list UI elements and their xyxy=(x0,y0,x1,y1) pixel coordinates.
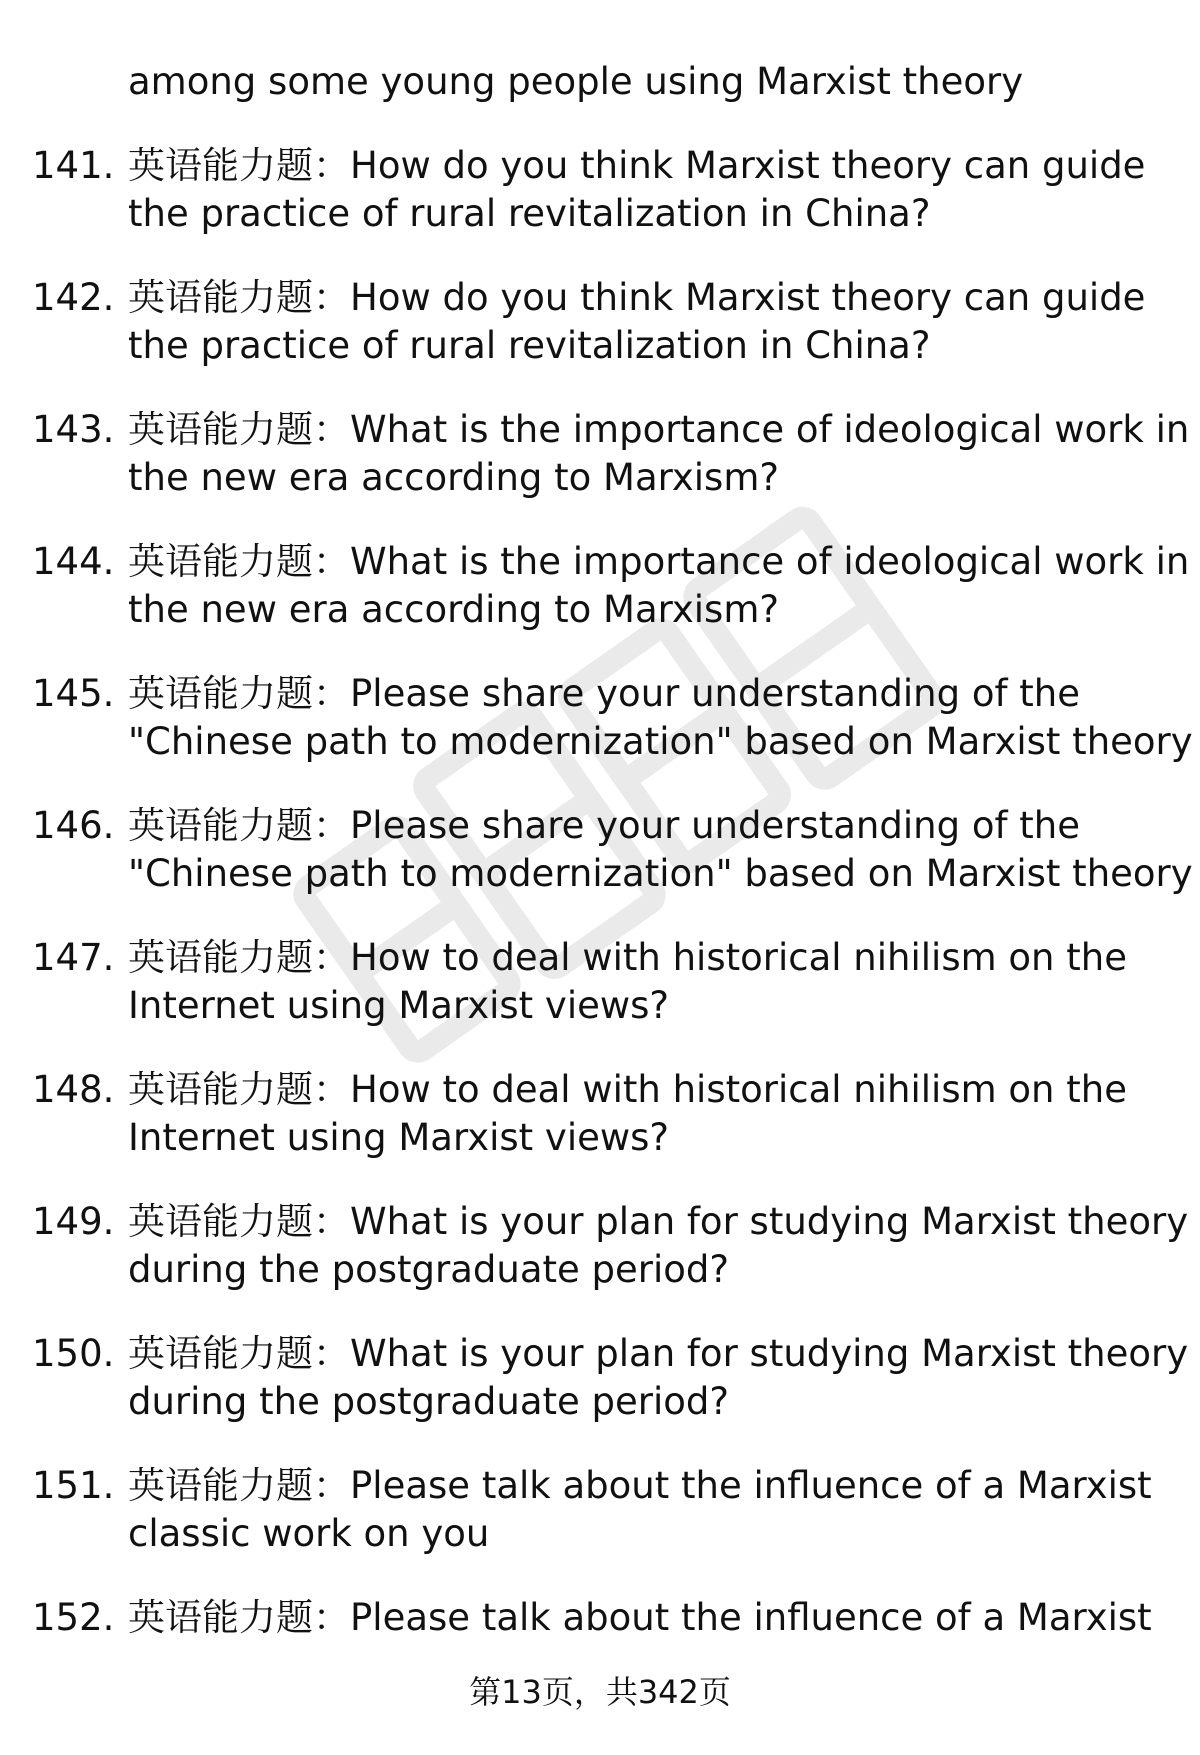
question-text xyxy=(128,1066,1168,1162)
question-text-line: 英语能力题：Please talk about the influence of a Marxist xyxy=(128,1596,1152,1639)
question-text-line: 英语能力题：How do you think Marxist theory can guide xyxy=(128,144,1146,187)
question-text xyxy=(128,802,1193,898)
question-number: 149. xyxy=(32,1200,115,1243)
question-text-line: 英语能力题：What is the importance of ideological work in xyxy=(128,408,1190,451)
question-number: 148. xyxy=(32,1068,115,1111)
question-text-line: the practice of rural revitalization in China? xyxy=(128,192,931,235)
question-item xyxy=(0,934,1200,1030)
question-item xyxy=(0,670,1200,766)
question-item xyxy=(0,802,1200,898)
question-number: 147. xyxy=(32,936,115,979)
question-item xyxy=(0,406,1200,502)
question-item xyxy=(0,142,1200,238)
question-text-line: classic work on you xyxy=(128,1512,490,1555)
question-text-line: the new era according to Marxism? xyxy=(128,456,780,499)
continuation-line: among some young people using Marxist theory xyxy=(128,60,1024,103)
question-item xyxy=(0,1198,1200,1294)
document-body xyxy=(0,58,1200,1642)
question-number: 151. xyxy=(32,1464,115,1507)
question-text-line: "Chinese path to modernization" based on Marxist theory xyxy=(128,720,1193,763)
question-text xyxy=(128,142,1168,238)
question-item xyxy=(0,538,1200,634)
question-text-line: Internet using Marxist views? xyxy=(128,984,670,1027)
question-text-line: 英语能力题：How do you think Marxist theory can guide xyxy=(128,276,1146,319)
question-text xyxy=(128,1330,1189,1426)
question-text xyxy=(128,670,1193,766)
question-number: 150. xyxy=(32,1332,115,1375)
question-item xyxy=(0,1462,1200,1558)
question-text xyxy=(128,1594,1168,1642)
question-text-line: "Chinese path to modernization" based on Marxist theory xyxy=(128,852,1193,895)
question-item xyxy=(0,1330,1200,1426)
question-text xyxy=(128,538,1190,634)
question-text xyxy=(128,406,1190,502)
question-number: 142. xyxy=(32,276,115,319)
question-number: 143. xyxy=(32,408,115,451)
question-text-line: the practice of rural revitalization in China? xyxy=(128,324,931,367)
question-text-line: during the postgraduate period? xyxy=(128,1248,730,1291)
question-number: 145. xyxy=(32,672,115,715)
question-text-line: 英语能力题：How to deal with historical nihilism on the xyxy=(128,1068,1127,1111)
question-item xyxy=(0,1066,1200,1162)
question-text-line: 英语能力题：How to deal with historical nihilism on the xyxy=(128,936,1127,979)
question-number: 141. xyxy=(32,144,115,187)
question-text xyxy=(128,1462,1168,1558)
question-item xyxy=(0,274,1200,370)
question-list xyxy=(0,142,1200,1642)
question-text-line: during the postgraduate period? xyxy=(128,1380,730,1423)
question-text-line: 英语能力题：What is your plan for studying Marxist theory xyxy=(128,1200,1189,1243)
question-number: 146. xyxy=(32,804,115,847)
question-text xyxy=(128,274,1168,370)
question-text-line: 英语能力题：Please talk about the influence of a Marxist xyxy=(128,1464,1152,1507)
question-number: 144. xyxy=(32,540,115,583)
question-text-line: Internet using Marxist views? xyxy=(128,1116,670,1159)
question-text xyxy=(128,1198,1189,1294)
question-text-line: 英语能力题：What is your plan for studying Marxist theory xyxy=(128,1332,1189,1375)
question-item xyxy=(0,1594,1200,1642)
question-number: 152. xyxy=(32,1596,115,1639)
question-text-line: 英语能力题：Please share your understanding of the xyxy=(128,804,1080,847)
page-footer: 第13页，共342页 xyxy=(469,1673,731,1711)
question-text xyxy=(128,934,1168,1030)
question-text-line: the new era according to Marxism? xyxy=(128,588,780,631)
question-text-line: 英语能力题：What is the importance of ideological work in xyxy=(128,540,1190,583)
question-text-line: 英语能力题：Please share your understanding of the xyxy=(128,672,1080,715)
